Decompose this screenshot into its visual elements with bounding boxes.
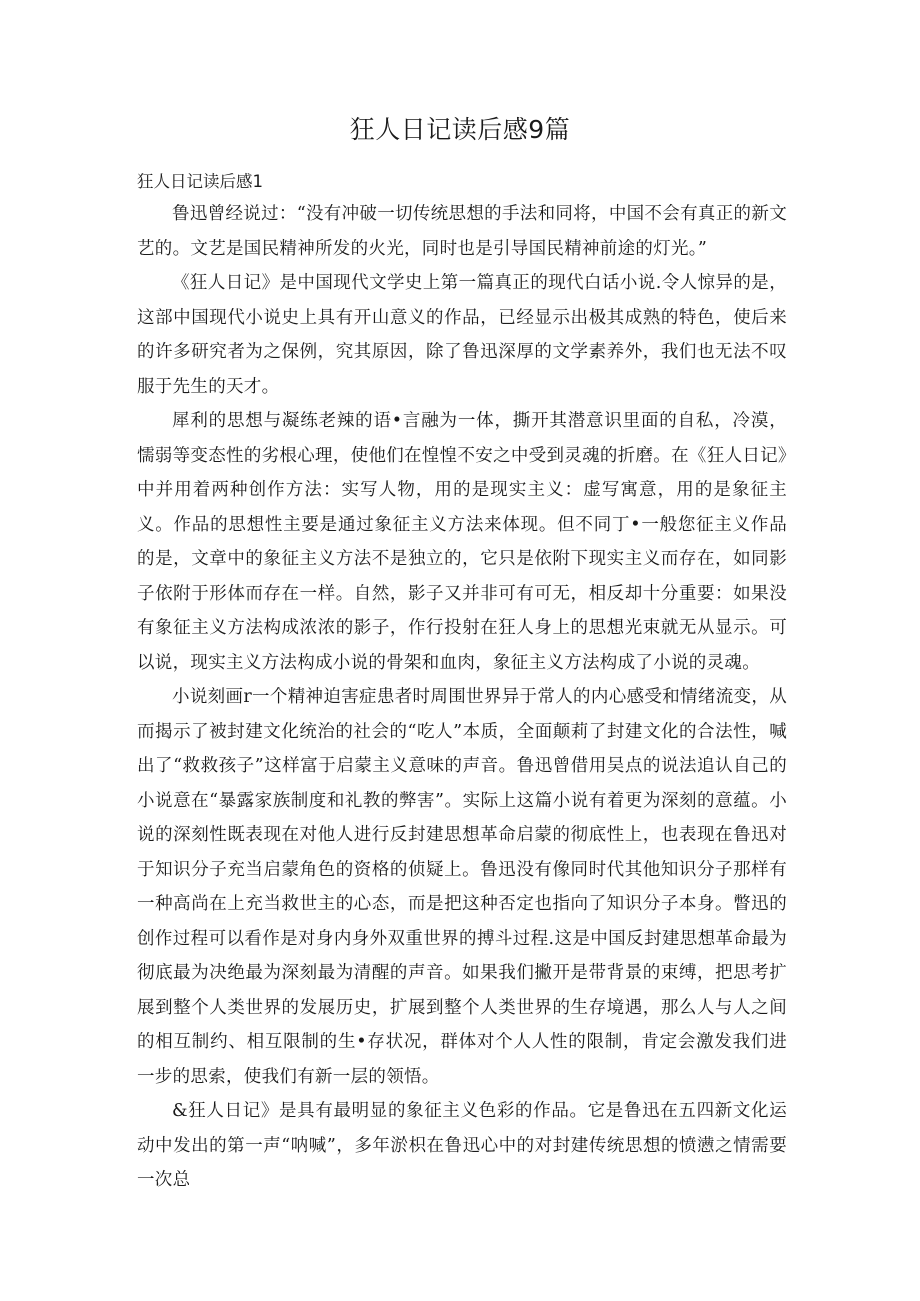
paragraph-1: 鲁迅曾经说过：“没有冲破一切传统思想的手法和同将，中国不会有真正的新文艺的。文艺是国民精神所发的火光，同时也是引导国民精神前途的灯光。” [137,204,787,259]
paragraph-3: 犀利的思想与凝练老辣的语•言融为一体，撕开其潜意识里面的自私，冷漠，懦弱等变态性的劣根心理，使他们在惶惶不安之中受到灵魂的折磨。在《狂人日记》中并用着两种创作方法：实写人物，用的是现实主义：虚写寓意，用的是象征主义。作品的思想性主要是通过象征主义方法来体现。但不同丁•一般您征主义作品的是，文章中的象征主义方法不是独立的，它只是依附下现实主义而存在，如同影子依附于形体而存在一样。自然，影子又并非可有可无，相反却十分重要：如果没有象征主义方法构成浓浓的影子，作行投射在狂人身上的思想光束就无从显示。可以说，现实主义方法构成小说的骨架和血肉，象征主义方法构成了小说的灵魂。 [137,411,787,673]
paragraph-4: 小说刻画r一个精神迫害症患者时周围世界异于常人的内心感受和情绪流变，从而揭示了被封建文化统治的社会的“吃人”本质，全面颠莉了封建文化的合法性，喊出了“救救孩子”这样富于启蒙主义意味的声音。鲁迅曾借用吴点的说法追认自己的小说意在“暴露家族制度和礼教的弊害”。实际上这篇小说有着更为深刻的意蕴。小说的深刻性既表现在对他人进行反封建思想革命启蒙的彻底性上，也表现在鲁迅对于知识分子充当启蒙角色的资格的侦疑上。鲁迅没有像同时代其他知识分子那样有一种高尚在上充当救世主的心态，而是把这种否定也指向了知识分子本身。瞥迅的创作过程可以看作是对身内身外双重世界的搏斗过程.这是中国反封建思想革命最为彻底最为决绝最为深刻最为清醒的声音。如果我们撇开是带背景的束缚，把思考扩展到整个人类世界的发展历史，扩展到整个人类世界的生存境遇，那么人与人之间的相互制约、相互限制的生•存状况，群体对个人人性的限制，肯定会激发我们进一步的思索，使我们有新一层的领悟。 [137,687,787,1087]
paragraph-2: 《狂人日记》是中国现代文学史上第一篇真正的现代白话小说.令人惊异的是，这部中国现代小说史上具有开山意义的作品，已经显示出极其成熟的特色，使后来的许多研究者为之保例，究其原因，除了鲁迅深厚的文学素养外，我们也无法不叹服于先生的天才。 [137,273,787,397]
document-body [137,167,787,1198]
paragraph-5: &狂人日记》是具有最明显的象征主义色彩的作品。它是鲁迅在五四新文化运动中发出的第一声“呐喊”，多年淤枳在鲁迅心中的对封建传统思想的愤懑之情需要一次总 [137,1101,787,1190]
section-heading: 狂人日记读后感1 [137,172,263,191]
document-title: 狂人日记读后感9篇 [349,115,571,144]
